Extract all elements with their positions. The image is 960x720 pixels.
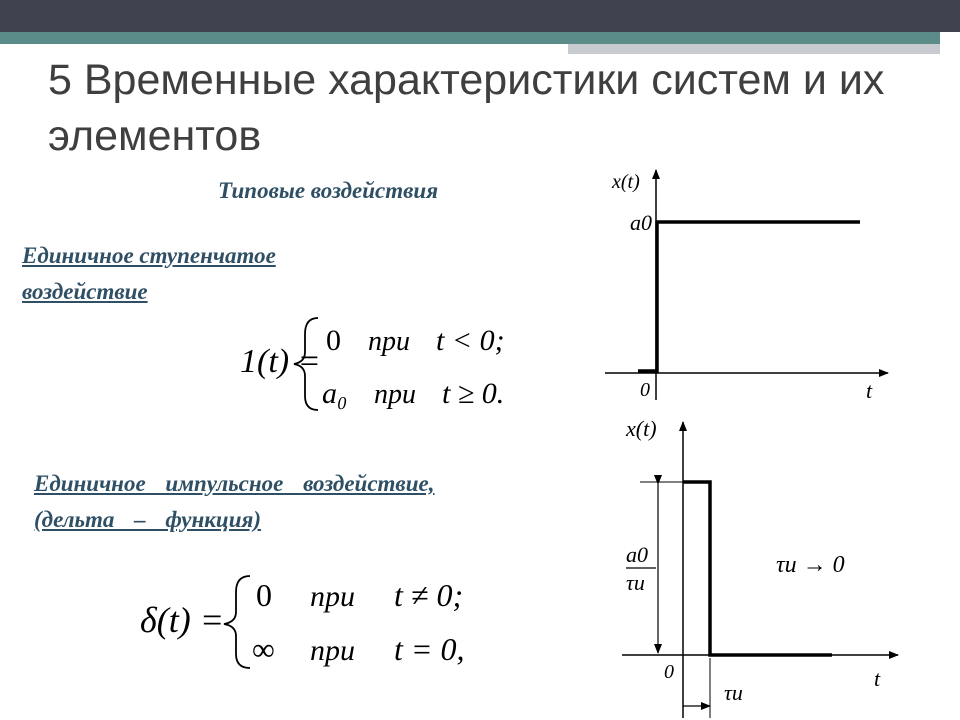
impulse-graph-height-den: τи: [626, 570, 645, 595]
step-formula: [240, 318, 505, 410]
impulse-formula-row2-word: при: [310, 634, 355, 667]
step-formula-row2-cond: t ≥ 0.: [442, 377, 505, 410]
step-heading-line2: воздействие: [22, 279, 148, 304]
step-graph-x-label: t: [866, 378, 873, 403]
step-graph: [605, 170, 888, 403]
impulse-graph: [622, 416, 898, 718]
impulse-formula-brace: [224, 576, 250, 668]
impulse-graph-x-label: t: [874, 666, 881, 691]
impulse-graph-y-label: x(t): [626, 416, 657, 441]
impulse-graph-origin: 0: [664, 661, 674, 683]
step-formula-row1-value: 0: [326, 324, 341, 357]
step-graph-curve: [638, 222, 860, 371]
step-heading-line1: Единичное ступенчатое: [22, 243, 276, 268]
step-formula-row2-word: при: [374, 379, 416, 410]
impulse-graph-limit-label: τи → 0: [776, 552, 845, 578]
impulse-formula-row1-value: 0: [256, 577, 272, 613]
step-formula-row2-value: a₀: [322, 377, 348, 410]
step-graph-origin: 0: [640, 379, 650, 401]
impulse-graph-width-label: τи: [724, 680, 743, 705]
step-formula-row1-cond: t < 0;: [436, 324, 505, 357]
impulse-formula-row2-value: ∞: [252, 631, 275, 667]
impulse-formula-row1-cond: t ≠ 0;: [394, 577, 464, 613]
subheading: Типовые воздействия: [218, 178, 439, 203]
impulse-graph-height-num: a0: [626, 542, 648, 567]
step-formula-row1-word: при: [368, 326, 410, 357]
step-graph-y-label: x(t): [612, 171, 640, 193]
impulse-formula: [140, 576, 464, 668]
impulse-formula-lhs: δ(t) =: [140, 600, 225, 640]
impulse-heading-line1: Единичное импульсное воздействие,: [34, 471, 435, 496]
impulse-formula-row2-cond: t = 0,: [394, 631, 465, 667]
slide-title: 5 Временные характеристики систем и их элементов: [48, 56, 885, 160]
step-formula-lhs: 1(t) =: [240, 343, 321, 380]
step-graph-level-label: a0: [630, 210, 652, 235]
impulse-formula-row1-word: при: [310, 580, 355, 613]
impulse-heading-line2: (дельта – функция): [34, 507, 262, 532]
